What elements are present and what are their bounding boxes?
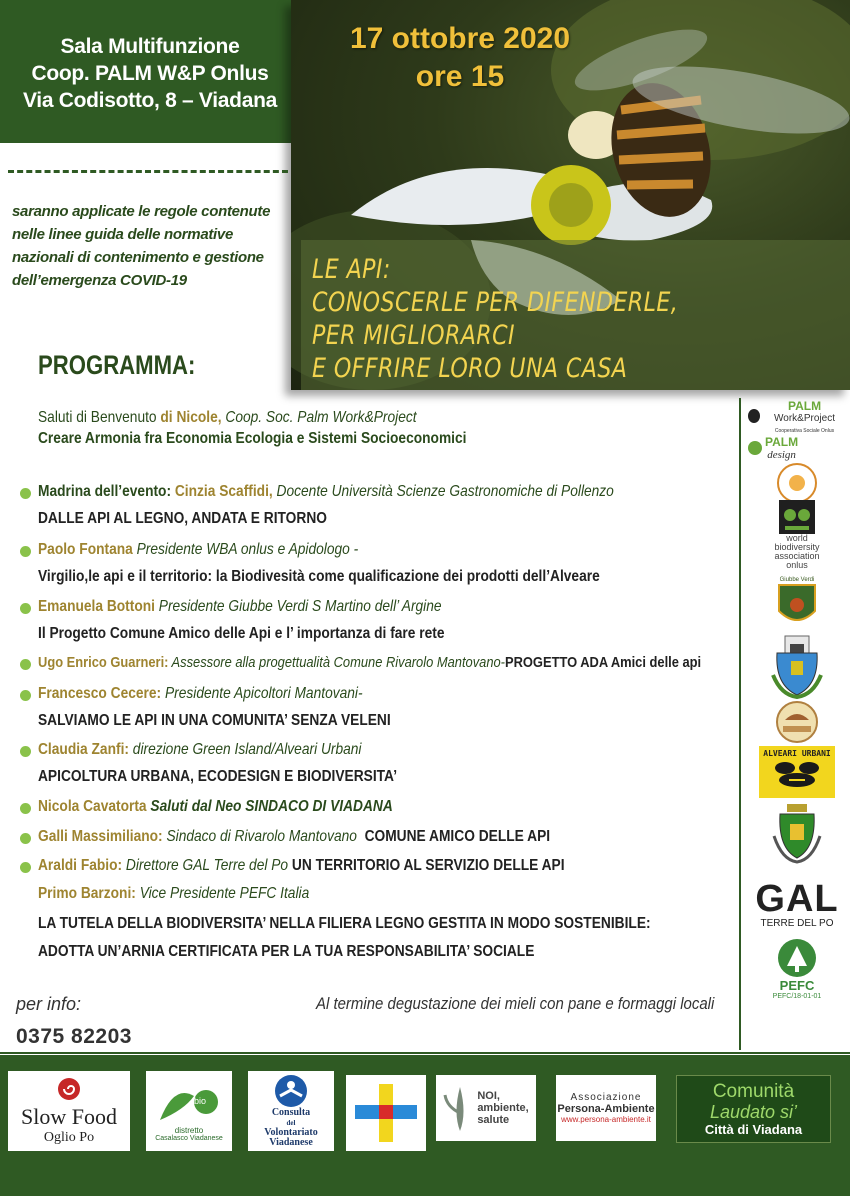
vertical-divider xyxy=(739,398,741,1050)
event-date xyxy=(300,20,620,96)
gal-terre-del-po-logo xyxy=(748,874,846,934)
speaker-topic: COMUNE AMICO DELLE API xyxy=(364,828,551,845)
speaker-name: Nicola Cavatorta xyxy=(38,798,147,815)
municipal-crest-logo xyxy=(748,644,846,700)
comunita-laudato-si-logo xyxy=(676,1075,831,1143)
assoc-line-2: Persona-Ambiente xyxy=(557,1103,655,1115)
wba-logo xyxy=(748,500,846,570)
giubbe-text: Giubbe Verdi xyxy=(779,577,815,583)
speaker-name: Galli Massimiliano: xyxy=(38,828,163,845)
giubbe-verdi-logo xyxy=(748,574,846,632)
comunita-line-1: Comunità xyxy=(712,1080,795,1102)
bullet xyxy=(20,546,31,557)
comunita-line-2: Laudato si’ xyxy=(709,1101,798,1122)
speaker-2-topic: Virgilio,le api e il territorio: la Biodivesità come qualificazione dei prodotti dell’Alveare xyxy=(38,568,600,585)
pefc-code: PEFC/18-01-01 xyxy=(772,993,822,1000)
snail-icon xyxy=(56,1076,82,1102)
venue-line-3: Via Codisotto, 8 – Viadana xyxy=(22,89,277,112)
bullet xyxy=(20,833,31,844)
viadana-crest-logo xyxy=(748,800,846,864)
palm-coop: Cooperativa Sociale Onlus xyxy=(774,427,835,434)
info-label: per info: xyxy=(16,994,82,1014)
speaker-6 xyxy=(38,740,361,760)
speaker-5 xyxy=(38,684,363,704)
phone-number[interactable]: 0375 82203 xyxy=(16,1025,132,1048)
bullet xyxy=(20,862,31,873)
wba-line-1: world xyxy=(786,533,808,543)
palm-sub: Work&Project xyxy=(774,412,835,424)
alveari-urbani-logo xyxy=(748,746,846,798)
speaker-4 xyxy=(38,653,701,673)
bullet xyxy=(20,746,31,757)
welcome-text: Saluti di Benvenuto xyxy=(38,409,161,426)
distretto-bio-logo xyxy=(146,1071,232,1151)
footer-bar xyxy=(0,1055,850,1196)
title-line-2: CONOSCERLE PER DIFENDERLE, xyxy=(312,287,679,318)
speaker-role: Direttore GAL Terre del Po xyxy=(122,857,289,874)
consulta-volontariato-logo xyxy=(248,1071,334,1151)
speaker-role: Saluti dal Neo SINDACO DI VIADANA xyxy=(146,798,393,815)
apicoltori-mantovani-logo xyxy=(748,700,846,744)
consulta-line-1: Consulta xyxy=(271,1107,311,1118)
speaker-3-topic: Il Progetto Comune Amico delle Api e l’ importanza di fare rete xyxy=(38,625,445,642)
speaker-pre: Madrina dell’evento: xyxy=(38,483,175,500)
noi-line-2: ambiente, xyxy=(477,1102,529,1114)
gal-subtitle: TERRE DEL PO xyxy=(760,917,834,929)
bullet xyxy=(20,603,31,614)
speaker-name: Paolo Fontana xyxy=(38,541,133,558)
speaker-1-topic: DALLE API AL LEGNO, ANDATA E RITORNO xyxy=(38,510,327,527)
speaker-topic: PROGETTO ADA Amici delle api xyxy=(504,654,702,671)
speaker-2 xyxy=(38,540,358,560)
palm-text: PALM xyxy=(787,398,822,413)
speaker-name: Emanuela Bottoni xyxy=(38,598,155,615)
speaker-role: Docente Università Scienze Gastronomiche di Pollenzo xyxy=(272,483,614,500)
title-line-1: LE API: xyxy=(312,254,391,285)
speaker-name: Claudia Zanfi: xyxy=(38,741,129,758)
speaker-6-topic: APICOLTURA URBANA, ECODESIGN E BIODIVERSITA’ xyxy=(38,768,398,785)
distretto-text: distretto xyxy=(174,1126,204,1135)
pefc-logo xyxy=(748,934,846,1004)
cross-logo xyxy=(346,1075,426,1151)
noi-line-1: NOI, xyxy=(477,1090,500,1102)
bio-mark: bio xyxy=(194,1096,207,1106)
speaker-role: Vice Presidente PEFC Italia xyxy=(135,885,310,902)
title-line-3: PER MIGLIORARCI xyxy=(312,320,515,351)
wba-line-3: association xyxy=(774,551,820,561)
speaker-10-topic-2: ADOTTA UN’ARNIA CERTIFICATA PER LA TUA RESPONSABILITA’ SOCIALE xyxy=(38,943,535,960)
palm-design-logo xyxy=(748,434,846,462)
wba-line-4: onlus xyxy=(786,560,808,570)
venue-line-2: Coop. PALM W&P Onlus xyxy=(31,62,269,85)
speaker-role: direzione Green Island/Alveari Urbani xyxy=(128,741,362,758)
bullet xyxy=(20,488,31,499)
covid-notice: saranno applicate le regole contenute nelle linee guida delle normative nazionali di contenimento e gestione dell’emergenza COVID-19 xyxy=(12,203,271,289)
persona-ambiente-logo xyxy=(556,1075,656,1141)
bullet xyxy=(20,803,31,814)
speaker-name: Francesco Cecere: xyxy=(38,685,162,702)
slow-food-logo xyxy=(8,1071,130,1151)
speaker-1 xyxy=(38,482,614,502)
speaker-name: Ugo Enrico Guarneri: xyxy=(38,654,169,671)
speaker-topic: UN TERRITORIO AL SERVIZIO DELLE API xyxy=(288,857,565,874)
dashed-divider xyxy=(8,170,288,173)
date-line: 17 ottobre 2020 xyxy=(349,22,571,55)
welcome-org: Coop. Soc. Palm Work&Project xyxy=(221,409,417,426)
speaker-10-topic: LA TUTELA DELLA BIODIVERSITA’ NELLA FILIERA LEGNO GESTITA IN MODO SOSTENIBILE: xyxy=(38,915,651,932)
speaker-3 xyxy=(38,597,442,617)
speaker-role: Presidente Apicoltori Mantovani- xyxy=(161,685,363,702)
round-logo xyxy=(748,462,846,504)
speaker-8 xyxy=(38,827,550,847)
slow-food-text: Slow Food xyxy=(21,1104,117,1129)
venue-box xyxy=(0,0,300,143)
event-title xyxy=(312,253,678,385)
footer-divider xyxy=(0,1052,850,1054)
palm-design-text: PALM xyxy=(765,435,799,449)
pefc-text: PEFC xyxy=(779,978,815,993)
time-line: ore 15 xyxy=(415,60,505,93)
assoc-url[interactable]: www.persona-ambiente.it xyxy=(561,1115,651,1124)
speaker-5-topic: SALVIAMO LE API IN UNA COMUNITA’ SENZA VELENI xyxy=(38,712,391,729)
distretto-sub: Casalasco Viadanese xyxy=(155,1135,223,1142)
speaker-role: Presidente WBA onlus e Apidologo - xyxy=(132,541,359,558)
comunita-line-3: Città di Viadana xyxy=(704,1121,803,1137)
alveari-text: ALVEARI URBANI xyxy=(763,749,831,758)
bullet xyxy=(20,659,31,670)
noi-ambiente-salute-logo xyxy=(436,1075,536,1141)
speaker-9 xyxy=(38,856,565,876)
palm-design-sub: design xyxy=(767,449,796,461)
tasting-note: Al termine degustazione dei mieli con pane e formaggi locali xyxy=(316,994,715,1013)
venue-line-1: Sala Multifunzione xyxy=(60,35,240,58)
consulta-line-3: Volontariato xyxy=(264,1127,318,1138)
consulta-line-2: del xyxy=(286,1119,296,1127)
consulta-line-4: Viadanese xyxy=(269,1137,313,1148)
speaker-role: Presidente Giubbe Verdi S Martino dell’ Argine xyxy=(154,598,442,615)
speaker-role: Assessore alla progettualità Comune Rivarolo Mantovano- xyxy=(168,654,505,671)
speaker-10 xyxy=(38,884,309,904)
noi-line-3: salute xyxy=(477,1114,510,1126)
welcome-subtitle: Creare Armonia fra Economia Ecologia e Sistemi Socioeconomici xyxy=(38,430,467,447)
welcome-name: di Nicole, xyxy=(160,409,222,426)
programma-heading: PROGRAMMA: xyxy=(38,350,196,380)
speaker-role: Sindaco di Rivarolo Mantovano xyxy=(162,828,357,845)
speaker-7 xyxy=(38,797,393,817)
welcome-line xyxy=(38,408,417,428)
slow-food-sub: Oglio Po xyxy=(43,1130,95,1145)
gal-text: GAL xyxy=(755,877,839,920)
assoc-line-1: Associazione xyxy=(570,1092,642,1103)
bullet xyxy=(20,690,31,701)
title-line-4: E OFFRIRE LORO UNA CASA xyxy=(312,353,628,384)
palm-work-project-logo xyxy=(748,398,846,434)
speaker-name: Cinzia Scaffidi, xyxy=(174,483,273,500)
speaker-name: Araldi Fabio: xyxy=(38,857,123,874)
wba-line-2: biodiversity xyxy=(774,542,820,552)
speaker-name: Primo Barzoni: xyxy=(38,885,136,902)
